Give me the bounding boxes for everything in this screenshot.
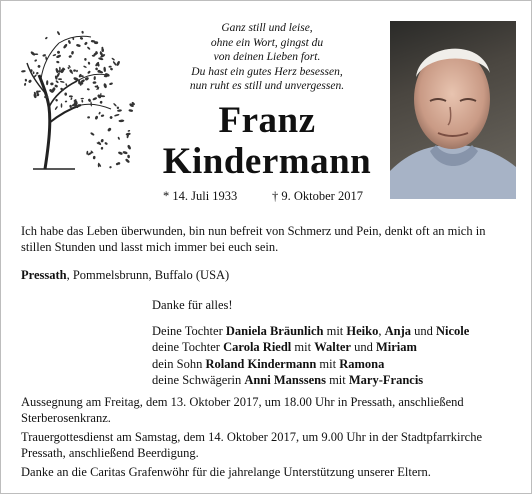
leaf-shape (101, 114, 105, 117)
leaf-shape (110, 67, 114, 70)
leaf-shape (81, 31, 84, 34)
leaf-shape (45, 37, 48, 40)
funeral-service-info: Trauergottesdienst am Samstag, dem 14. Oktober 2017, um 9.00 Uhr in der Stadtpfarrkirche Pressath, anschließend Beerdigung. (21, 430, 483, 460)
text: mit (325, 373, 349, 388)
leaf-shape (93, 76, 96, 80)
leaf-shape (58, 78, 62, 80)
poem-line: Du hast ein gutes Herz besessen, (191, 65, 343, 78)
leaf-shape (109, 82, 113, 85)
leaf-shape (76, 44, 81, 48)
deceased-first-name: Franz (218, 100, 316, 141)
leaf-shape (114, 114, 120, 117)
leaf-shape (46, 80, 48, 85)
leaf-shape (59, 67, 61, 71)
leaf-shape (87, 116, 90, 118)
leaf-shape (56, 54, 62, 58)
leaf-shape (122, 151, 128, 155)
text: Deine Tochter (152, 323, 226, 338)
leaf-shape (24, 79, 27, 82)
leaf-shape (111, 57, 115, 61)
leaf-shape (33, 93, 37, 98)
family-thanks (152, 297, 522, 389)
poem-line: ohne ein Wort, gingst du (210, 36, 324, 49)
leaf-shape (90, 101, 92, 106)
leaf-shape (103, 67, 106, 72)
leaf-shape (61, 103, 63, 108)
mourner-locations (21, 267, 516, 283)
leaf-shape (100, 139, 103, 143)
leaf-shape (90, 132, 95, 136)
leaf-shape (83, 65, 87, 68)
leaf-shape (118, 151, 123, 155)
leaf-shape (24, 83, 26, 86)
leaf-shape (117, 109, 122, 112)
location-rest: , Pommelsbrunn, Buffalo (USA) (66, 268, 230, 282)
leaf-shape (68, 55, 72, 59)
leaf-shape (128, 109, 133, 112)
mourner-name: Heiko (346, 323, 379, 338)
caritas-thanks: Danke an die Caritas Grafenwöhr für die jahrelange Unterstützung unserer Eltern. (21, 465, 431, 479)
leaf-shape (71, 51, 74, 55)
poem (169, 21, 365, 94)
leaf-shape (87, 70, 91, 74)
leaf-shape (64, 92, 67, 95)
death-date: † 9. Oktober 2017 (272, 189, 363, 203)
text: mit (291, 340, 315, 355)
leaf-shape (81, 100, 83, 103)
text: dein Sohn (152, 356, 206, 371)
leaf-shape (56, 61, 60, 64)
leaf-shape (57, 51, 60, 54)
leaf-shape (21, 70, 26, 73)
portrait-photo (390, 21, 516, 199)
text: mit (316, 356, 340, 371)
text: und (411, 323, 436, 338)
leaf-shape (87, 46, 91, 50)
leaf-shape (34, 59, 37, 62)
leaf-shape (55, 99, 58, 102)
leaf-shape (126, 132, 131, 135)
text: mit (323, 323, 347, 338)
leaf-shape (125, 158, 130, 163)
leaf-shape (84, 41, 88, 45)
family-line-son-roland (152, 356, 522, 373)
portrait-illustration (390, 21, 516, 199)
leaf-shape (95, 115, 99, 120)
leaf-shape (127, 155, 130, 159)
poem-line: von deinen Lieben fort. (213, 51, 321, 64)
leaf-shape (95, 67, 99, 71)
family-line-daughter-daniela (152, 323, 522, 340)
windblown-tree-illustration (15, 23, 137, 173)
blessing-info: Aussegnung am Freitag, dem 13. Oktober 2017, um 18.00 Uhr in Pressath, anschließend Sterberosenkranz. (21, 395, 464, 425)
leaf-shape (103, 83, 107, 89)
leaf-shape (68, 40, 72, 45)
mourner-name: Anni Manssens (244, 373, 326, 388)
leaf-shape (109, 116, 113, 120)
leaf-shape (117, 136, 120, 140)
leaf-shape (63, 43, 68, 49)
mourner-name: Miriam (375, 340, 417, 355)
leaf-shape (57, 31, 61, 36)
memorial-quote: Ich habe das Leben überwunden, bin nun befreit von Schmerz und Pein, denkt oft an mich in stillen Stunden und lasst mich immer bei euch sein. (21, 224, 486, 254)
mourner-name: Roland Kindermann (205, 356, 317, 371)
leaf-shape (116, 106, 119, 109)
leaf-shape (113, 103, 117, 107)
leaf-shape (69, 95, 73, 97)
mourner-name: Ramona (339, 356, 385, 371)
leaf-shape (84, 58, 86, 61)
leaf-shape (87, 88, 90, 91)
leaf-shape (50, 82, 54, 85)
leaf-shape (60, 81, 65, 84)
location-main: Pressath (21, 268, 67, 282)
leaf-shape (92, 81, 96, 84)
leaf-shape (127, 130, 130, 132)
leaf-shape (104, 142, 108, 146)
leaf-shape (36, 72, 39, 75)
mourner-name: Mary-Francis (348, 373, 424, 388)
text: und (350, 340, 376, 355)
leaf-shape (109, 166, 112, 169)
leaf-shape (80, 98, 84, 100)
leaf-shape (88, 61, 91, 64)
leaf-shape (73, 69, 76, 72)
leaf-shape (54, 106, 58, 111)
leaf-shape (30, 51, 36, 57)
leaf-shape (28, 79, 32, 83)
leaf-shape (54, 84, 58, 88)
leaf-shape (98, 111, 101, 114)
leaf-shape (32, 71, 34, 74)
leaf-shape (93, 156, 96, 160)
leaf-shape (65, 83, 67, 86)
leaf-shape (116, 60, 121, 66)
leaf-shape (65, 100, 68, 102)
family-line-daughter-carola (152, 339, 522, 356)
mourner-name: Walter (314, 340, 351, 355)
deceased-last-name: Kindermann (162, 141, 372, 182)
text: deine Schwägerin (152, 373, 245, 388)
leaf-shape (76, 70, 78, 73)
text: deine Tochter (152, 340, 224, 355)
mourner-name: Anja (384, 323, 411, 338)
leaf-shape (80, 37, 84, 40)
leaf-shape (127, 144, 132, 150)
leaf-shape (55, 80, 59, 84)
poem-line: Ganz still und leise, (221, 22, 313, 34)
poem-line: nun ruht es still und unvergessen. (189, 80, 345, 93)
leaf-shape (100, 101, 103, 104)
leaf-shape (37, 64, 41, 68)
leaf-shape (101, 147, 104, 150)
birth-date: * 14. Juli 1933 (163, 189, 238, 203)
leaf-shape (52, 54, 56, 57)
leaf-shape (92, 97, 97, 101)
leaf-shape (108, 66, 111, 68)
leaf-shape (112, 61, 117, 66)
text: , (378, 323, 385, 338)
leaf-shape (107, 127, 112, 132)
leaf-shape (70, 97, 73, 100)
thanks-intro: Danke für alles! (152, 298, 233, 312)
mourner-name: Nicole (436, 323, 470, 338)
mourner-name: Daniela Bräunlich (225, 323, 324, 338)
mourner-name: Carola Riedl (223, 340, 292, 355)
family-line-sister-in-law-anni (152, 372, 522, 389)
